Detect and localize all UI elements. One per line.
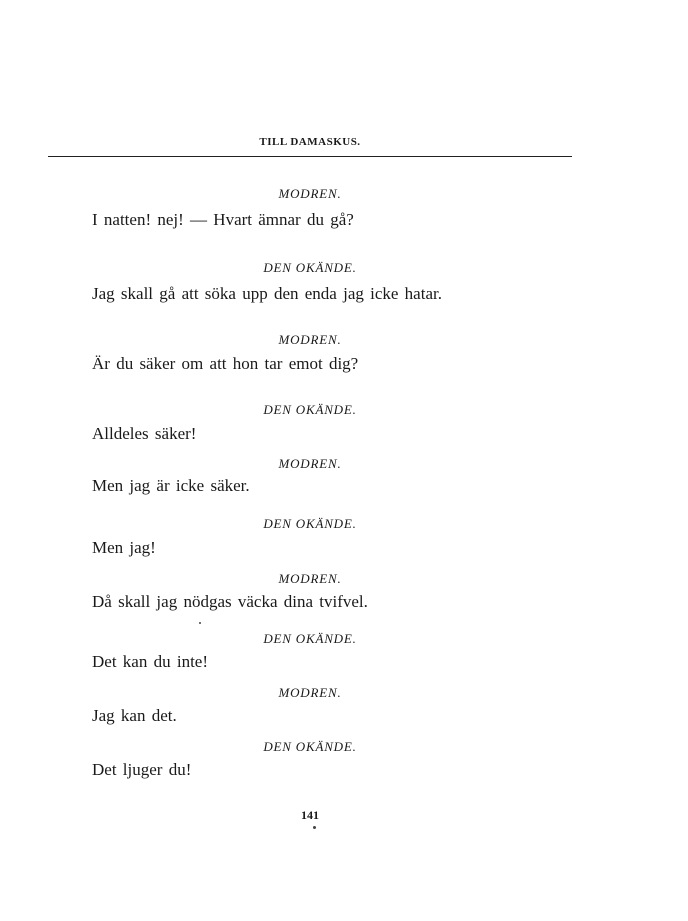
speaker-label: DEN OKÄNDE. bbox=[263, 260, 357, 275]
page-number: 141 bbox=[301, 808, 319, 822]
speaker-label: MODREN. bbox=[278, 456, 342, 471]
print-mark bbox=[313, 826, 316, 829]
dialogue-line: Det ljuger du! bbox=[92, 760, 192, 779]
dialogue-line: Jag skall gå att söka upp den enda jag icke hatar. bbox=[92, 284, 442, 303]
dialogue-line: Det kan du inte! bbox=[92, 652, 208, 671]
speaker-label: MODREN. bbox=[278, 186, 342, 201]
speaker-label: DEN OKÄNDE. bbox=[263, 631, 357, 646]
dialogue-line: Är du säker om att hon tar emot dig? bbox=[92, 354, 359, 373]
running-title: TILL DAMASKUS. bbox=[259, 136, 361, 148]
dialogue-line: Men jag är icke säker. bbox=[92, 476, 250, 495]
dialogue-line: Alldeles säker! bbox=[92, 424, 197, 443]
print-mark bbox=[199, 622, 201, 624]
dialogue-line: Jag kan det. bbox=[92, 706, 177, 725]
speaker-label: MODREN. bbox=[278, 571, 342, 586]
speaker-label: DEN OKÄNDE. bbox=[263, 739, 357, 754]
speaker-label: MODREN. bbox=[278, 685, 342, 700]
speaker-label: DEN OKÄNDE. bbox=[263, 402, 357, 417]
header-rule bbox=[48, 156, 572, 157]
speaker-label: MODREN. bbox=[278, 332, 342, 347]
dialogue-line: I natten! nej! — Hvart ämnar du gå? bbox=[92, 210, 354, 229]
speaker-label: DEN OKÄNDE. bbox=[263, 516, 357, 531]
dialogue-line: Då skall jag nödgas väcka dina tvifvel. bbox=[92, 592, 368, 611]
dialogue-line: Men jag! bbox=[92, 538, 156, 557]
